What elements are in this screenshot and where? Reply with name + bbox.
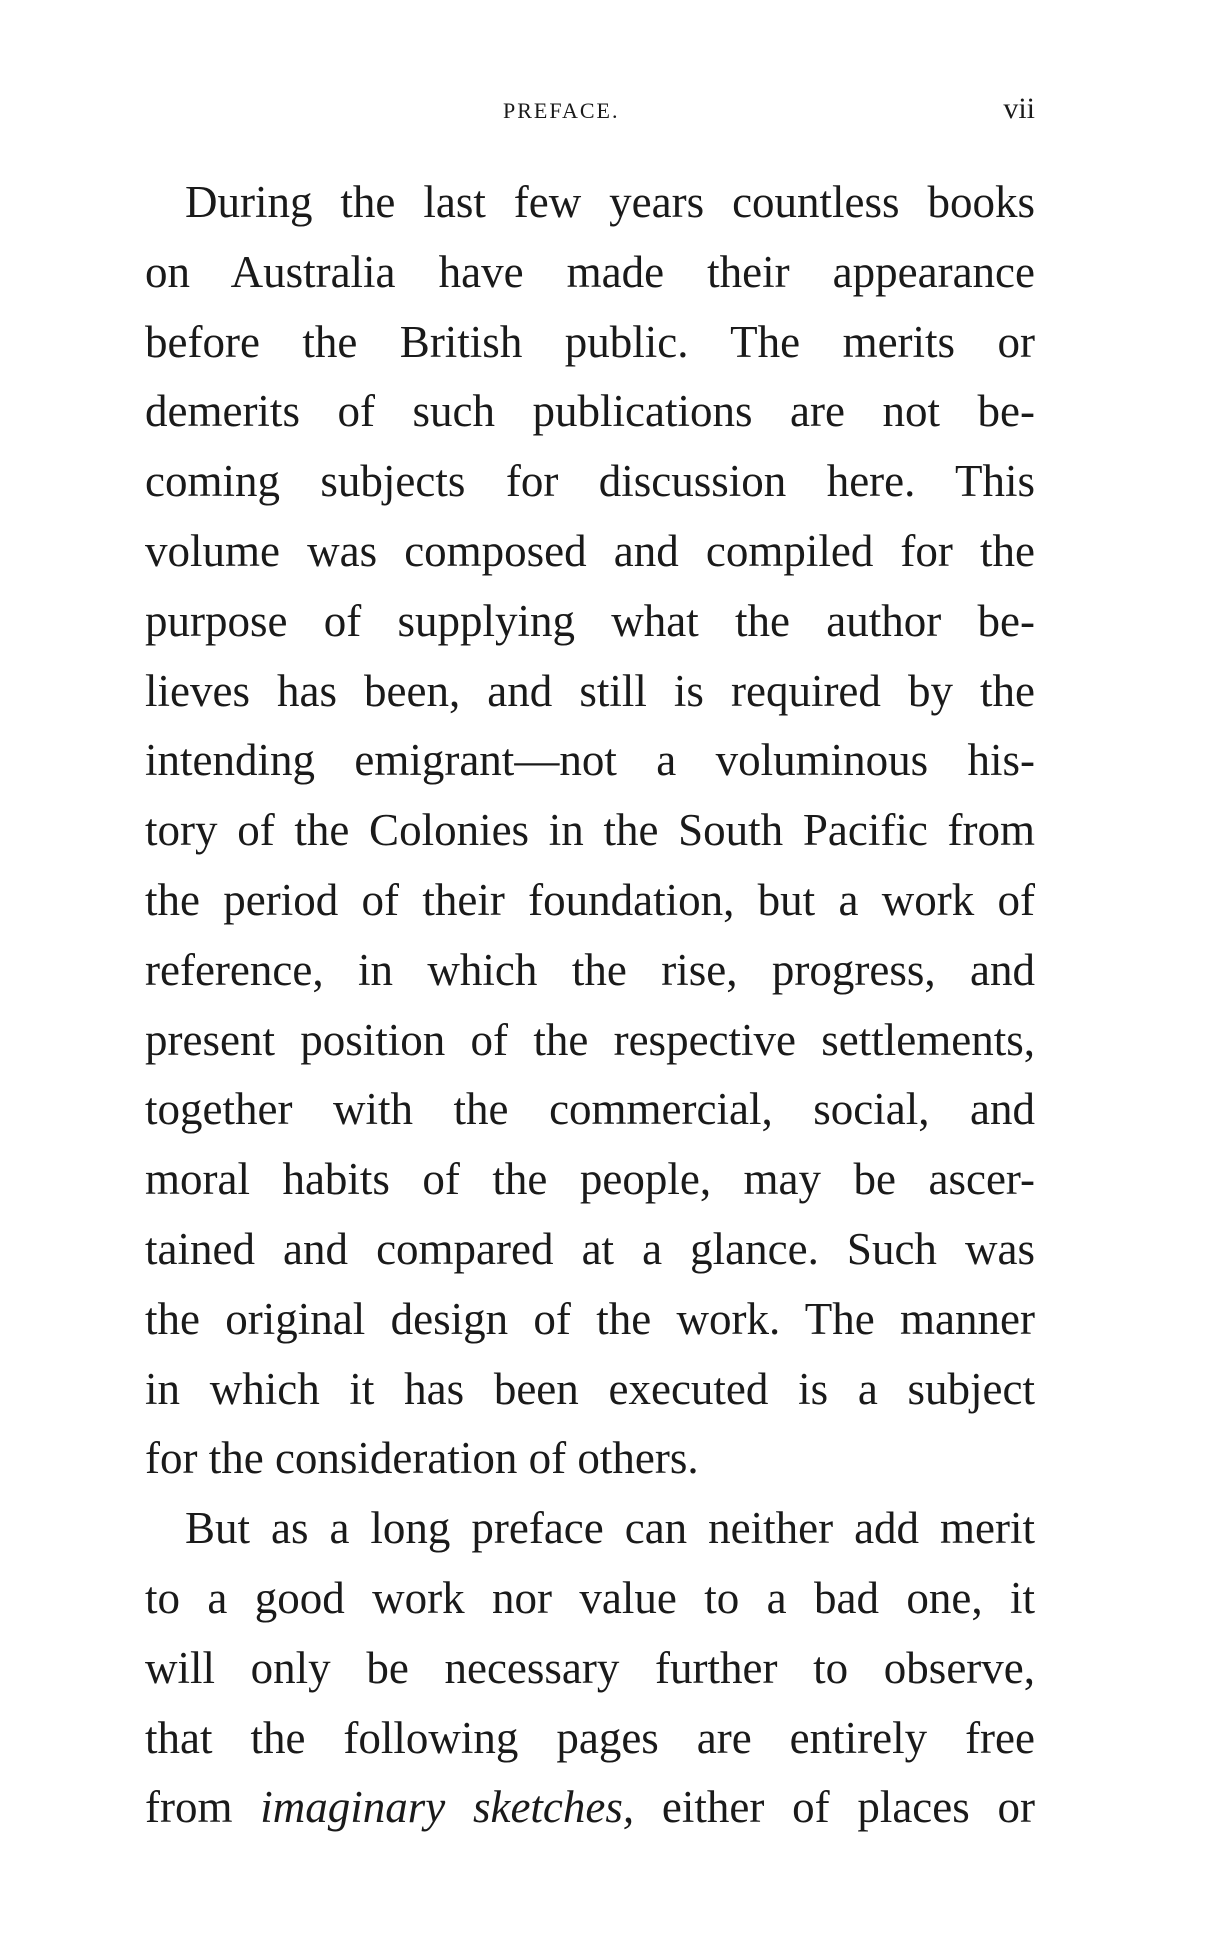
text-run: either of places or — [634, 1782, 1035, 1833]
text-line: tory of the Colonies in the South Pacific from — [145, 805, 1035, 856]
italic-text: imaginary sketches, — [260, 1782, 635, 1833]
paragraph-2 — [145, 1494, 1035, 1843]
page-number: vii — [1003, 92, 1035, 125]
running-head: PREFACE. — [503, 98, 620, 123]
text-line: on Australia have made their appearance — [145, 246, 1035, 297]
text-line: the period of their foundation, but a work of — [145, 874, 1035, 925]
text-line: together with the commercial, social, and — [145, 1084, 1035, 1135]
text-line: demerits of such publications are not be- — [145, 386, 1035, 437]
page-header — [145, 92, 1035, 132]
text-line: will only be necessary further to observe, — [145, 1642, 1035, 1693]
text-line: intending emigrant—not a voluminous his- — [145, 735, 1035, 786]
text-line: reference, in which the rise, progress, and — [145, 944, 1035, 995]
text-line: But as a long preface can neither add merit — [185, 1503, 1035, 1554]
text-line: volume was composed and compiled for the — [145, 525, 1035, 576]
text-run: from — [145, 1782, 261, 1833]
text-line: that the following pages are entirely free — [145, 1712, 1035, 1763]
text-line: lieves has been, and still is required by the — [145, 665, 1035, 716]
text-line: in which it has been executed is a subject — [145, 1363, 1035, 1414]
text-line: before the British public. The merits or — [145, 316, 1035, 367]
text-line: coming subjects for discussion here. This — [145, 456, 1035, 507]
paragraph-1 — [145, 168, 1035, 1494]
text-line — [145, 1773, 1035, 1843]
body-text — [145, 168, 1035, 1843]
text-line: moral habits of the people, may be ascer- — [145, 1154, 1035, 1205]
text-line: the original design of the work. The manner — [145, 1293, 1035, 1344]
text-line: for the consideration of others. — [145, 1433, 699, 1484]
text-line: purpose of supplying what the author be- — [145, 595, 1035, 646]
text-line: tained and compared at a glance. Such was — [145, 1223, 1035, 1274]
text-line: During the last few years countless books — [185, 177, 1035, 227]
text-line: present position of the respective settlements, — [145, 1014, 1035, 1065]
text-line: to a good work nor value to a bad one, it — [145, 1572, 1035, 1623]
